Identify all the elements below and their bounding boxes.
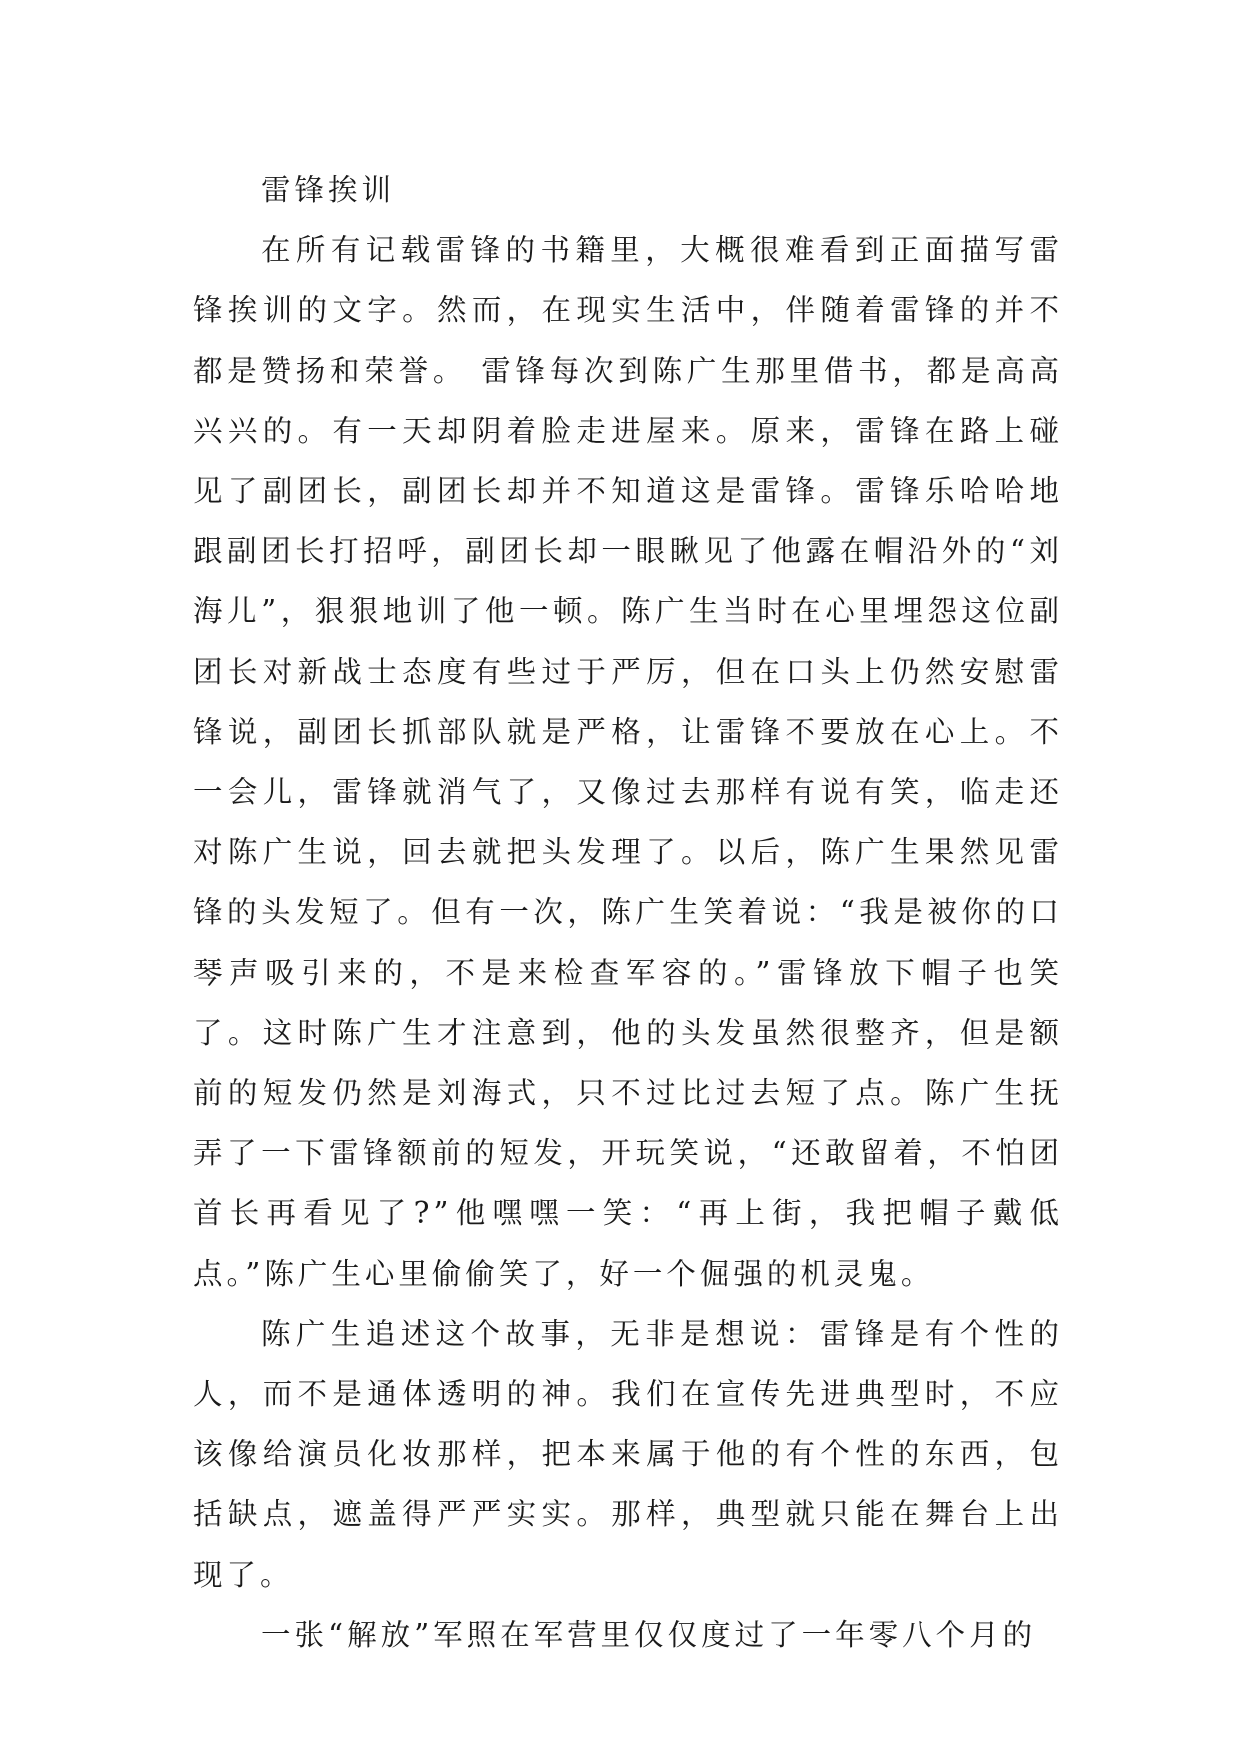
document-title: 雷锋挨训 [261, 173, 396, 207]
paragraph-2: 陈广生追述这个故事，无非是想说：雷锋是有个性的人，而不是通体透明的神。我们在宣传先进典型时，不应该像给演员化妆那样，把本来属于他的有个性的东西，包括缺点，遮盖得严严实实。那样，典型就只能在舞台上出现了。 [193, 1316, 1063, 1592]
paragraph-1: 在所有记载雷锋的书籍里，大概很难看到正面描写雷锋挨训的文字。然而，在现实生活中，伴随着雷锋的并不都是赞扬和荣誉。 雷锋每次到陈广生那里借书，都是高高兴兴的。有一天却阴着脸走进屋来。原来，雷锋在路上碰见了副团长，副团长却并不知道这是雷锋。雷锋乐哈哈地跟副团长打招呼，副团长却一眼瞅见了他露在帽沿外的“刘海儿”，狠狠地训了他一顿。陈广生当时在心里埋怨这位副团长对新战士态度有些过于严厉，但在口头上仍然安慰雷锋说，副团长抓部队就是严格，让雷锋不要放在心上。不一会儿，雷锋就消气了，又像过去那样有说有笑，临走还对陈广生说，回去就把头发理了。以后，陈广生果然见雷锋的头发短了。但有一次，陈广生笑着说：“我是被你的口琴声吸引来的，不是来检查军容的。”雷锋放下帽子也笑了。这时陈广生才注意到，他的头发虽然很整齐，但是额前的短发仍然是刘海式，只不过比过去短了点。陈广生抚弄了一下雷锋额前的短发，开玩笑说，“还敢留着，不怕团首长再看见了?”他嘿嘿一笑：“再上街，我把帽子戴低点。”陈广生心里偷偷笑了，好一个倔强的机灵鬼。 [193, 233, 1063, 1291]
document-body [193, 160, 1063, 1665]
paragraph-3: 一张“解放”军照在军营里仅仅度过了一年零八个月的 [261, 1617, 1037, 1652]
